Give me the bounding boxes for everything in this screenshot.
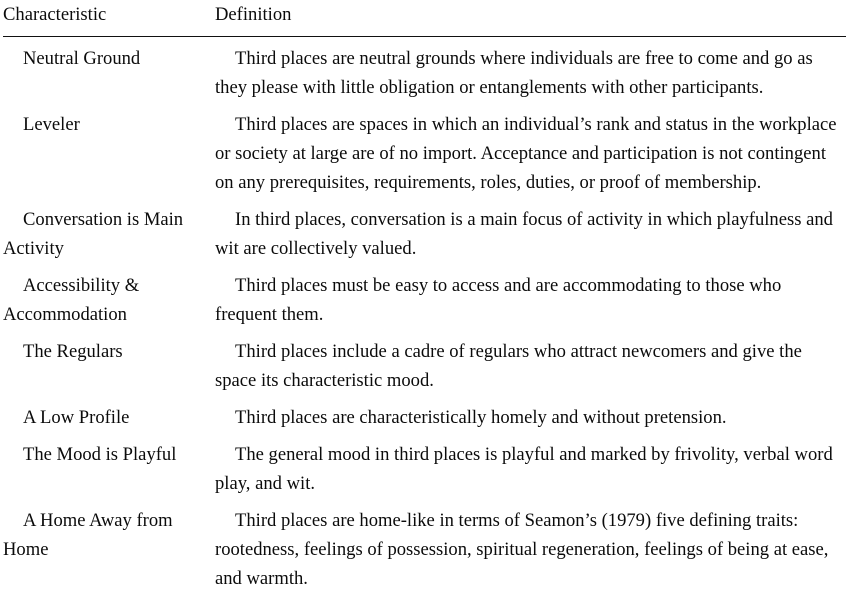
definition-text: Third places include a cadre of regulars who attract newcomers and give the space its characteristic mood. [215, 341, 802, 391]
table-row [3, 337, 846, 403]
table-row [3, 440, 846, 506]
cell-definition [215, 110, 846, 205]
characteristic-text: A Low Profile [3, 407, 129, 428]
cell-definition [215, 205, 846, 271]
characteristic-text: A Home Away from Home [3, 510, 173, 560]
characteristics-table [3, 0, 846, 601]
cell-characteristic [3, 403, 215, 440]
table-header-row [3, 0, 846, 37]
table-row [3, 205, 846, 271]
characteristic-text: Accessibility & Accommodation [3, 275, 139, 325]
definition-text: The general mood in third places is playful and marked by frivolity, verbal word play, and wit. [215, 444, 833, 494]
cell-characteristic [3, 440, 215, 506]
cell-characteristic [3, 337, 215, 403]
characteristic-text: Leveler [3, 114, 80, 135]
table-row [3, 403, 846, 440]
column-header-characteristic: Characteristic [3, 0, 215, 37]
table-row [3, 37, 846, 111]
cell-characteristic [3, 205, 215, 271]
cell-definition [215, 506, 846, 601]
cell-definition [215, 403, 846, 440]
cell-characteristic [3, 37, 215, 111]
table-header [3, 0, 846, 37]
characteristic-text: Neutral Ground [3, 48, 140, 69]
cell-characteristic [3, 110, 215, 205]
table-row [3, 110, 846, 205]
definition-text: Third places are characteristically homely and without pretension. [215, 407, 727, 428]
definition-text: Third places are neutral grounds where individuals are free to come and go as they please with little obligation or entanglements with other participants. [215, 48, 813, 98]
table-row [3, 271, 846, 337]
definition-text: Third places are home-like in terms of Seamon’s (1979) five defining traits: rootedness, feelings of possession, spiritual regeneration, feelings of being at ease, and warmth. [215, 510, 828, 589]
column-header-definition: Definition [215, 0, 846, 37]
cell-characteristic [3, 271, 215, 337]
definition-text: Third places are spaces in which an individual’s rank and status in the workplace or society at large are of no import. Acceptance and participation is not contingent on any prerequisites, requirements, roles, duties, or proof of membership. [215, 114, 837, 193]
characteristic-text: The Regulars [3, 341, 123, 362]
cell-characteristic [3, 506, 215, 601]
table-row [3, 506, 846, 601]
definition-text: In third places, conversation is a main focus of activity in which playfulness and wit are collectively valued. [215, 209, 833, 259]
definition-text: Third places must be easy to access and are accommodating to those who frequent them. [215, 275, 781, 325]
cell-definition [215, 271, 846, 337]
cell-definition [215, 440, 846, 506]
cell-definition [215, 37, 846, 111]
characteristic-text: Conversation is Main Activity [3, 209, 183, 259]
table-body [3, 37, 846, 601]
cell-definition [215, 337, 846, 403]
characteristic-text: The Mood is Playful [3, 444, 176, 465]
